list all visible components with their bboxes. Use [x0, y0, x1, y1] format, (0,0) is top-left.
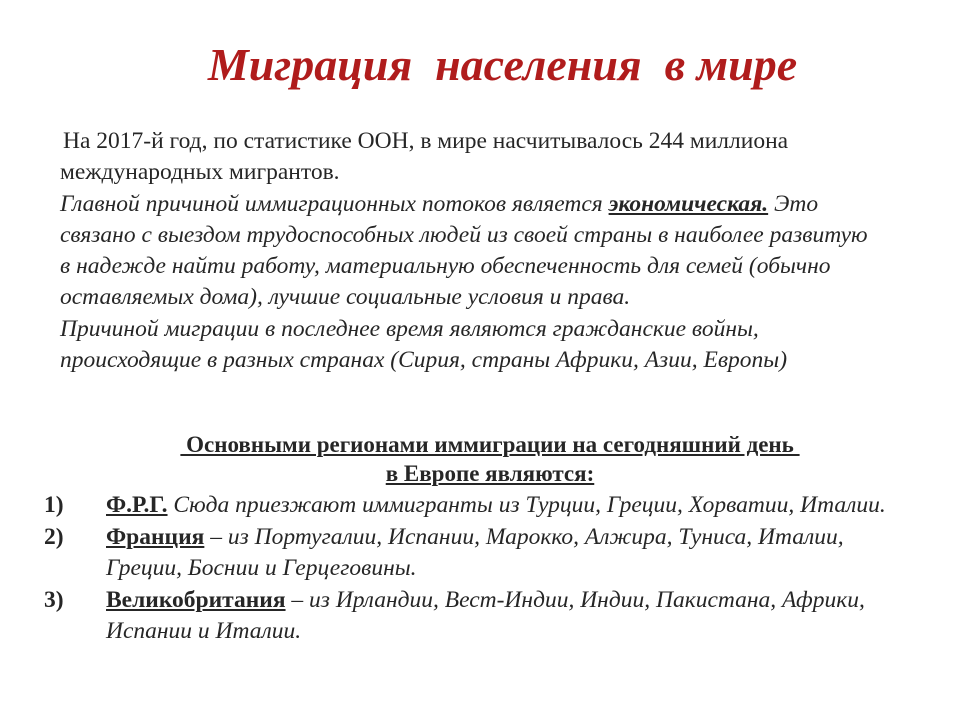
slide-title: Миграция населения в мире [207, 39, 798, 90]
list-item [36, 490, 916, 522]
country-name: Франция [106, 523, 205, 550]
regions-heading-line1: Основными регионами иммиграции на сегодняшний день [180, 432, 800, 457]
country-description: – из Ирландии, Вест-Индии, Индии, Пакистана, Африки, Испании и Италии. [106, 586, 865, 644]
reason-rest: Это связано с выездом трудоспособных людей из своей страны в наиболее развитую в надежде найти работу, материальную обеспеченность для семей (обычно оставляемых дома), лучшие социальные условия и права. [60, 190, 868, 311]
country-name: Великобритания [106, 586, 286, 613]
list-number: 3) [44, 586, 64, 613]
regions-heading-line2: в Европе являются: [385, 460, 595, 486]
list-number: 2) [44, 523, 64, 550]
reason-emphasis: экономическая. [608, 190, 769, 217]
country-name: Ф.Р.Г. [106, 492, 168, 518]
reason-text: Главной причиной иммиграционных потоков является [60, 190, 609, 217]
intro-recent-causes: Причиной миграции в последнее время являются гражданские войны, происходящие в разных странах (Сирия, страны Африки, Азии, Европы) [60, 315, 788, 374]
list-item [36, 585, 916, 648]
intro-reason [60, 189, 880, 314]
country-description: Сюда приезжают иммигранты из Турции, Греции, Хорватии, Италии. [167, 492, 886, 518]
country-description: – из Португалии, Испании, Марокко, Алжира, Туниса, Италии, Греции, Боснии и Герцеговины. [106, 523, 844, 581]
list-number: 1) [44, 492, 64, 518]
intro-block [60, 126, 880, 376]
intro-statistics: На 2017-й год, по статистике ООН, в мире насчитывалось 244 миллиона международных мигрантов. [60, 128, 789, 186]
regions-heading [100, 431, 880, 488]
list-item [36, 522, 916, 585]
regions-list [36, 490, 916, 648]
